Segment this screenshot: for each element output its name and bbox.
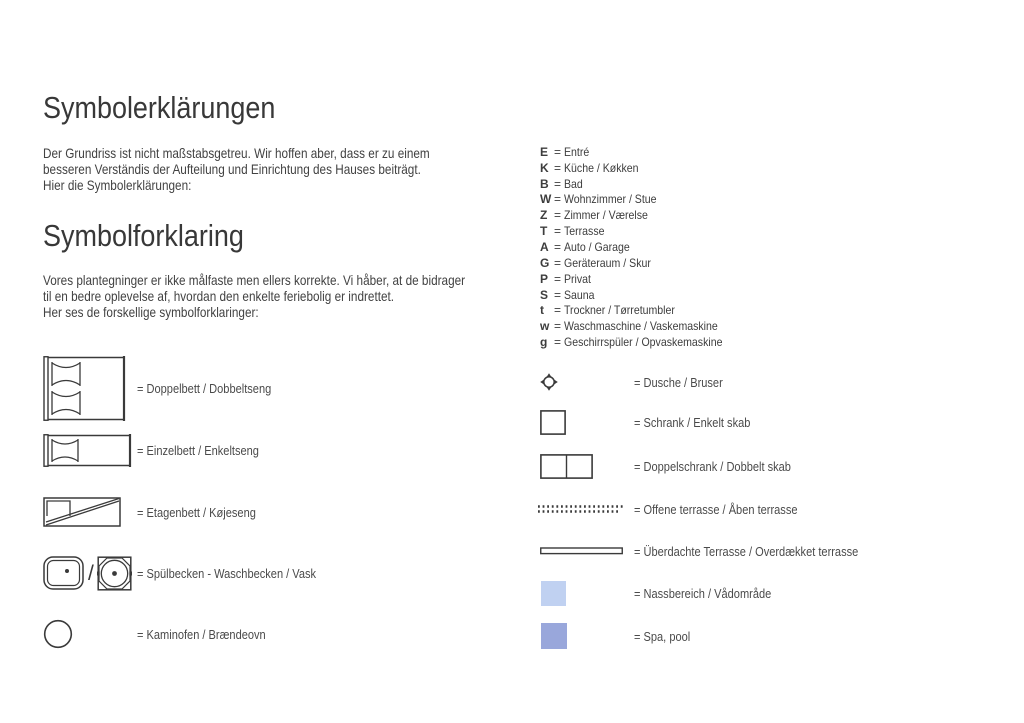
code-desc: Bad <box>564 176 583 191</box>
legend-label: = Nassbereich / Vådområde <box>634 586 772 601</box>
code-letter: W <box>540 192 552 207</box>
code-letter: t <box>540 303 544 318</box>
legend-label: = Etagenbett / Køjeseng <box>137 504 256 520</box>
german-line-3: Hier die Symbolerklärungen: <box>43 177 192 194</box>
shower-icon <box>538 371 634 393</box>
legend-row-shower <box>538 371 738 393</box>
equals-sign: = <box>554 208 562 223</box>
german-line-1: Der Grundriss ist nicht maßstabsgetreu. Wir hoffen aber, dass er zu einem <box>43 145 430 161</box>
spa-pool-swatch <box>541 623 567 649</box>
code-letter: Z <box>540 208 548 223</box>
code-letter: g <box>540 335 548 350</box>
legend-label: = Doppelschrank / Dobbelt skab <box>634 459 791 474</box>
equals-sign: = <box>554 192 562 207</box>
code-letter: G <box>540 255 550 270</box>
code-desc: Geräteraum / Skur <box>564 255 651 270</box>
equals-sign: = <box>554 287 562 302</box>
equals-sign: = <box>554 303 562 318</box>
legend-label: = Dusche / Bruser <box>634 374 723 390</box>
legend-label: = Kaminofen / Brændeovn <box>137 626 266 642</box>
code-desc: Trockner / Tørretumbler <box>564 303 675 318</box>
letter-code-list <box>540 144 744 350</box>
german-title: Symbolerklärungen <box>43 90 276 125</box>
legend-label: = Spülbecken - Waschbecken / Vask <box>137 565 317 581</box>
danish-line-3: Her ses de forskellige symbolforklaringer: <box>43 304 259 321</box>
equals-sign: = <box>554 239 562 254</box>
letter-code-row <box>540 271 744 287</box>
code-letter: w <box>540 319 550 334</box>
danish-paragraph <box>43 272 465 321</box>
code-desc: Sauna <box>564 287 595 302</box>
letter-code-row <box>540 302 744 318</box>
slash-separator: / <box>88 561 94 585</box>
code-desc: Wohnzimmer / Stue <box>564 192 657 207</box>
danish-title: Symbolforklaring <box>43 218 244 253</box>
single-bed-icon <box>43 434 137 467</box>
letter-code-row <box>540 176 744 192</box>
letter-code-row <box>540 144 744 160</box>
legend-label: = Schrank / Enkelt skab <box>634 415 751 430</box>
code-desc: Terrasse <box>564 224 605 239</box>
wood-stove-icon <box>43 619 137 649</box>
letter-code-row <box>540 223 744 239</box>
danish-line-2: til en bedre oplevelse af, hvordan den enkelte feriebolig er indrettet. <box>43 288 395 305</box>
bunk-bed-icon <box>43 497 137 527</box>
legend-row-sink <box>43 555 348 591</box>
code-desc: Zimmer / Værelse <box>564 208 648 223</box>
kitchen-sink-icon <box>43 556 84 590</box>
letter-code-row <box>540 239 744 255</box>
code-letter: P <box>540 271 549 286</box>
code-letter: A <box>540 239 549 254</box>
legend-label: = Einzelbett / Enkeltseng <box>137 443 259 458</box>
equals-sign: = <box>554 160 562 175</box>
legend-row-double-cabinet <box>540 454 819 479</box>
legend-row-wet-area <box>541 581 796 606</box>
equals-sign: = <box>554 255 562 270</box>
letter-code-row <box>540 255 744 271</box>
code-letter: K <box>540 160 549 175</box>
legend-label: = Doppelbett / Dobbeltseng <box>137 381 272 396</box>
open-terrace-icon <box>538 504 634 514</box>
legend-row-double-bed <box>43 356 295 421</box>
german-paragraph <box>43 145 430 194</box>
code-desc: Küche / Køkken <box>564 160 639 175</box>
code-desc: Geschirrspüler / Opvaskemaskine <box>564 335 723 350</box>
legend-label: = Spa, pool <box>634 628 691 644</box>
legend-row-single-bed <box>43 434 280 467</box>
equals-sign: = <box>554 335 562 350</box>
code-desc: Entré <box>564 144 590 159</box>
code-letter: B <box>540 176 549 191</box>
wash-basin-icon <box>97 556 132 591</box>
double-cabinet-icon <box>540 454 634 479</box>
legend-row-spa-pool <box>541 623 700 649</box>
double-bed-icon <box>43 356 137 421</box>
covered-terrace-icon <box>540 547 634 555</box>
equals-sign: = <box>554 144 562 159</box>
legend-label: = Offene terrasse / Åben terrasse <box>634 501 798 517</box>
code-desc: Privat <box>564 271 592 286</box>
single-cabinet-icon <box>540 410 634 435</box>
danish-line-1: Vores plantegninger er ikke målfaste men ellers korrekte. Vi håber, at de bidrager <box>43 272 466 288</box>
legend-row-cabinet <box>540 410 771 435</box>
equals-sign: = <box>554 224 562 239</box>
letter-code-row <box>540 318 744 334</box>
legend-row-open-terrace <box>538 501 826 517</box>
equals-sign: = <box>554 271 562 286</box>
equals-sign: = <box>554 176 562 191</box>
letter-code-row <box>540 287 744 303</box>
wet-area-swatch <box>541 581 566 606</box>
code-desc: Waschmaschine / Vaskemaskine <box>564 319 718 334</box>
code-desc: Auto / Garage <box>564 239 630 254</box>
code-letter: T <box>540 224 548 239</box>
legend-label: = Überdachte Terrasse / Overdækket terrasse <box>634 543 859 559</box>
letter-code-row <box>540 160 744 176</box>
code-letter: E <box>540 144 549 159</box>
legend-row-bunk-bed <box>43 497 277 527</box>
german-line-2: besseren Verständis der Aufteilung und Einrichtung des Hauses beiträgt. <box>43 161 421 178</box>
code-letter: S <box>540 287 549 302</box>
letter-code-row <box>540 207 744 223</box>
legend-row-stove <box>43 619 288 649</box>
equals-sign: = <box>554 319 562 334</box>
legend-row-covered-terrace <box>540 543 898 559</box>
letter-code-row <box>540 192 744 208</box>
letter-code-row <box>540 334 744 350</box>
